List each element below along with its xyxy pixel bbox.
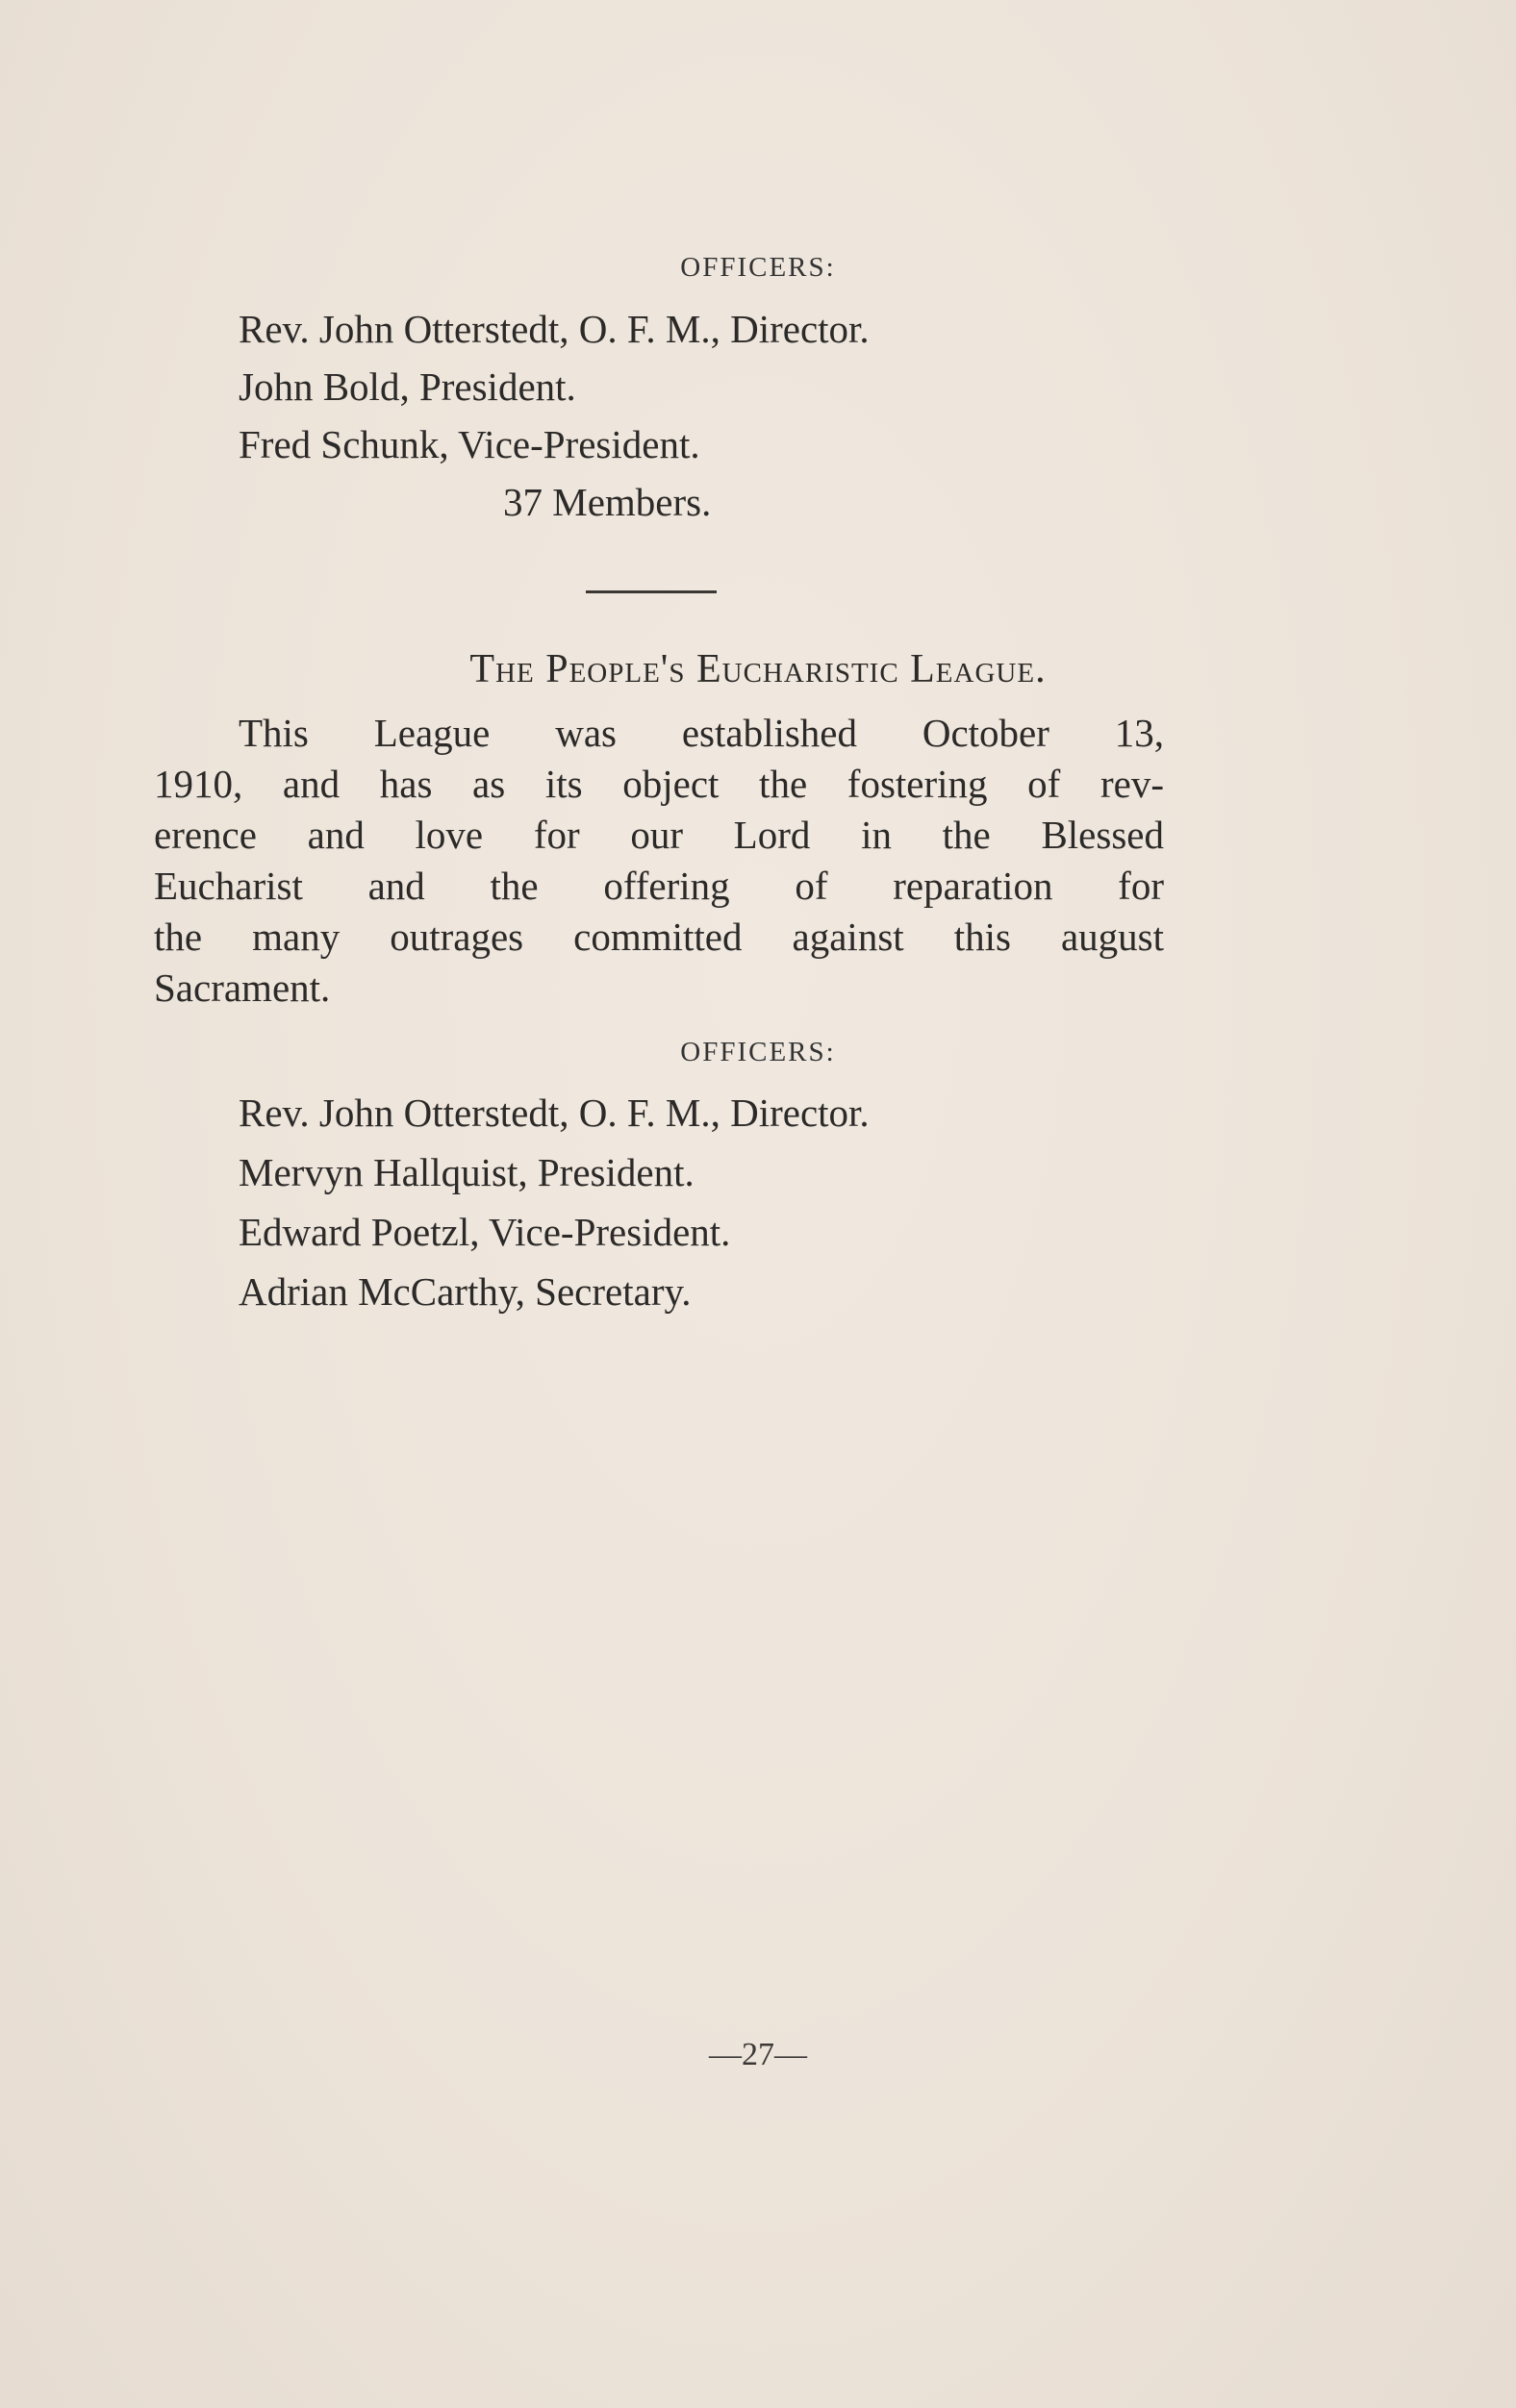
officer-line-director-2: Rev. John Otterstedt, O. F. M., Director. xyxy=(239,1091,870,1135)
officer-line-president-1: John Bold, President. xyxy=(239,364,576,409)
officer-line-secretary-2: Adrian McCarthy, Secretary. xyxy=(239,1269,692,1314)
league-title: The People's Eucharistic League. xyxy=(469,647,1047,691)
officer-line-director-1: Rev. John Otterstedt, O. F. M., Director. xyxy=(239,307,870,351)
page-number: —27— xyxy=(709,2037,807,2072)
paragraph-line: 1910, and has as its object the fostering of rev- xyxy=(154,762,1164,806)
officer-line-vice-president-2: Edward Poetzl, Vice-President. xyxy=(239,1210,731,1254)
member-count: 37 Members. xyxy=(503,480,712,524)
officers-heading-1: OFFICERS: xyxy=(680,252,836,283)
paragraph-line: Sacrament. xyxy=(154,966,331,1010)
officer-line-vice-president-1: Fred Schunk, Vice-President. xyxy=(239,422,700,466)
paragraph-line: erence and love for our Lord in the Blessed xyxy=(154,813,1164,857)
officers-heading-2: OFFICERS: xyxy=(680,1037,836,1067)
paragraph-line: This League was established October 13, xyxy=(239,711,1164,755)
officer-line-president-2: Mervyn Hallquist, President. xyxy=(239,1150,695,1194)
paragraph-line: Eucharist and the offering of reparation for xyxy=(154,864,1164,908)
section-divider xyxy=(586,590,717,593)
paragraph-line: the many outrages committed against this august xyxy=(154,915,1164,959)
